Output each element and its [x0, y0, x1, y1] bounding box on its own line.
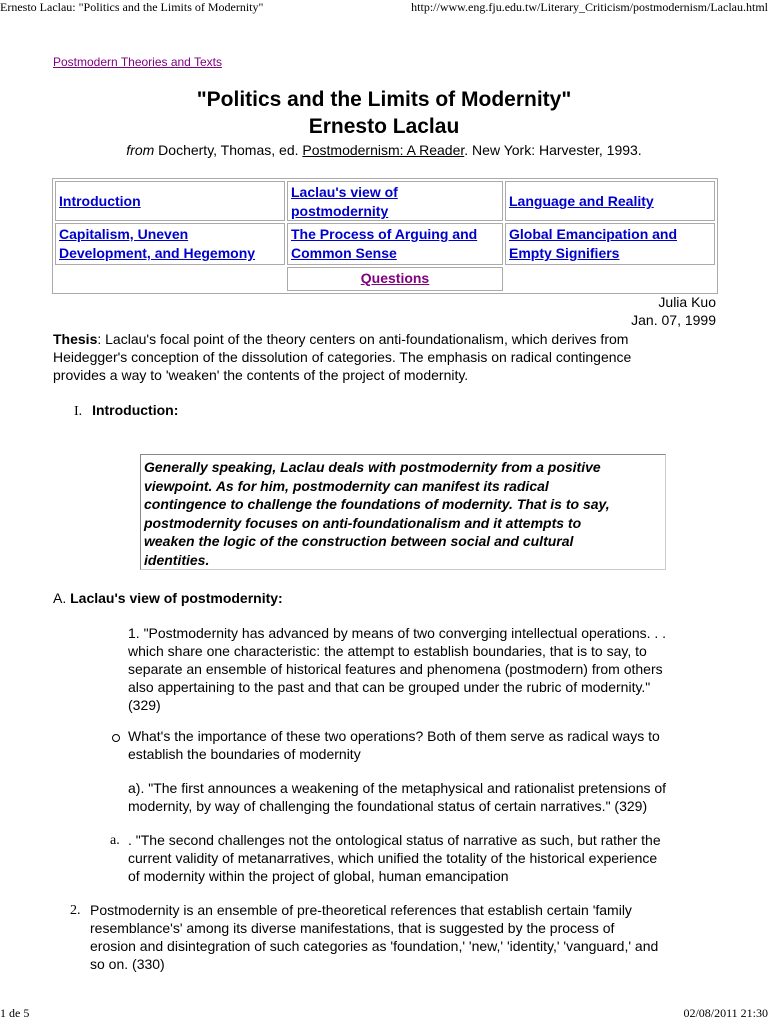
- point2-line2: resemblance's' among its diverse manifestations, that is suggested by the process of: [90, 920, 615, 936]
- toc-process-arguing[interactable]: [287, 223, 503, 265]
- toc-introduction-link[interactable]: Introduction: [59, 193, 141, 209]
- section-a: [53, 589, 283, 607]
- source-citation: [0, 142, 768, 158]
- thesis-line3: provides a way to 'weaken' the contents of the project of modernity.: [53, 367, 469, 383]
- point-2-paragraph: [90, 901, 730, 973]
- toc-language-reality-link[interactable]: Language and Reality: [509, 193, 654, 209]
- question-line2: establish the boundaries of modernity: [128, 746, 361, 762]
- point2-line3: erosion and disintegration of such categories as 'foundation,' 'new,' 'identity,' 'vanguard,' and: [90, 938, 659, 954]
- toc-global-line1[interactable]: Global Emancipation and: [509, 226, 678, 242]
- toc-questions[interactable]: [287, 267, 503, 291]
- toc-laclau-view-line1[interactable]: Laclau's view of: [291, 184, 398, 200]
- intro-box-line6: identities.: [144, 551, 210, 568]
- circle-bullet-icon: [112, 734, 120, 742]
- point-2-marker: 2.: [70, 903, 81, 918]
- toc-process-line1[interactable]: The Process of Arguing and: [291, 226, 478, 242]
- point-a2-line3: of modernity within the project of global, human emancipation: [128, 868, 509, 884]
- point-a-line1: a). "The first announces a weakening of the metaphysical and rationalist pretensions of: [128, 780, 667, 796]
- source-from: from: [126, 142, 155, 158]
- question-line1: What's the importance of these two operations? Both of them serve as radical ways to: [128, 728, 660, 744]
- toc-laclau-view-line2[interactable]: postmodernity: [291, 203, 389, 219]
- point1-line4: also appertaining to the past and that can be grouped under the rubric of modernity.": [128, 679, 651, 695]
- thesis-line2: Heidegger's conception of the dissolution of categories. The emphasis on radical contingence: [53, 349, 632, 365]
- breadcrumb-link[interactable]: Postmodern Theories and Texts: [53, 55, 222, 69]
- page-author: Ernesto Laclau: [308, 115, 460, 138]
- point-a2-line2: current validity of metanarratives, which unified the totality of the historical experience: [128, 850, 658, 866]
- point2-line1: Postmodernity is an ensemble of pre-theoretical references that establish certain 'family: [90, 902, 632, 918]
- intro-box-line1: Generally speaking, Laclau deals with postmodernity from a positive: [144, 459, 601, 475]
- intro-box-line4: postmodernity focuses on anti-foundationalism and it attempts to: [144, 514, 582, 531]
- point-a-paragraph: [128, 779, 728, 815]
- byline-name: Julia Kuo: [658, 294, 716, 310]
- byline: [631, 293, 716, 329]
- intro-box-line5: weaken the logic of the construction between social and cultural: [144, 533, 574, 549]
- print-footer-datetime: 02/08/2011 21:30: [683, 1006, 768, 1020]
- toc-questions-link[interactable]: Questions: [360, 270, 430, 286]
- section-heading: Introduction:: [92, 402, 179, 418]
- point-a2-line1: . "The second challenges not the ontological status of narrative as such, but rather the: [128, 832, 661, 848]
- toc-introduction[interactable]: [55, 181, 285, 221]
- point-a-line2: modernity, by way of challenging the foundational status of certain narratives." (329): [128, 798, 648, 814]
- section-a-letter: A.: [53, 590, 71, 606]
- point-a2-marker: a.: [110, 833, 120, 848]
- toc-table: [52, 178, 718, 294]
- byline-date: Jan. 07, 1999: [631, 312, 716, 328]
- section-a-heading: Laclau's view of postmodernity:: [70, 590, 283, 606]
- point-a2-paragraph: [128, 831, 728, 885]
- point1-line3: separate an ensemble of historical features and phenomena (postmodern) from others: [128, 661, 663, 677]
- intro-box-line3: contingence to challenge the foundations of modernity. That is to say,: [144, 496, 610, 512]
- toc-language-reality[interactable]: [505, 181, 715, 221]
- question-paragraph: [128, 727, 728, 763]
- toc-process-line2[interactable]: Common Sense: [291, 245, 397, 261]
- toc-capitalism-line1[interactable]: Capitalism, Uneven: [59, 226, 189, 242]
- toc-laclau-view[interactable]: [287, 181, 503, 221]
- toc-capitalism-line2[interactable]: Development, and Hegemony: [59, 245, 256, 261]
- point1-line5: (329): [128, 697, 161, 713]
- point1-line2: which share one characteristic: the attempt to establish boundaries, that is to say, to: [128, 643, 647, 659]
- section-numeral: I.: [74, 404, 83, 419]
- thesis-label: Thesis: [53, 331, 98, 347]
- toc-capitalism[interactable]: [55, 223, 285, 265]
- toc-global-line2[interactable]: Empty Signifiers: [509, 245, 620, 261]
- thesis-paragraph: [53, 330, 733, 384]
- point1-line1: 1. "Postmodernity has advanced by means of two converging intellectual operations. . .: [128, 625, 667, 641]
- point2-line4: so on. (330): [90, 956, 165, 972]
- intro-box-line2: viewpoint. As for him, postmodernity can manifest its radical: [144, 477, 549, 494]
- page-title: "Politics and the Limits of Modernity": [196, 88, 572, 111]
- print-footer-page: 1 de 5: [0, 1006, 30, 1020]
- source-book: Postmodernism: A Reader: [302, 142, 465, 158]
- print-header-url: http://www.eng.fju.edu.tw/Literary_Criticism/postmodernism/Laclau.html: [411, 0, 768, 14]
- section-introduction: [74, 401, 178, 421]
- source-editor: Docherty, Thomas, ed.: [158, 142, 299, 158]
- print-header-title: Ernesto Laclau: "Politics and the Limits of Modernity": [0, 0, 264, 14]
- toc-global-emancipation[interactable]: [505, 223, 715, 265]
- point-1-paragraph: [128, 624, 728, 714]
- source-publisher: . New York: Harvester, 1993.: [464, 142, 642, 158]
- intro-summary-box: [140, 454, 666, 570]
- thesis-line1: : Laclau's focal point of the theory centers on anti-foundationalism, which derives from: [97, 331, 629, 347]
